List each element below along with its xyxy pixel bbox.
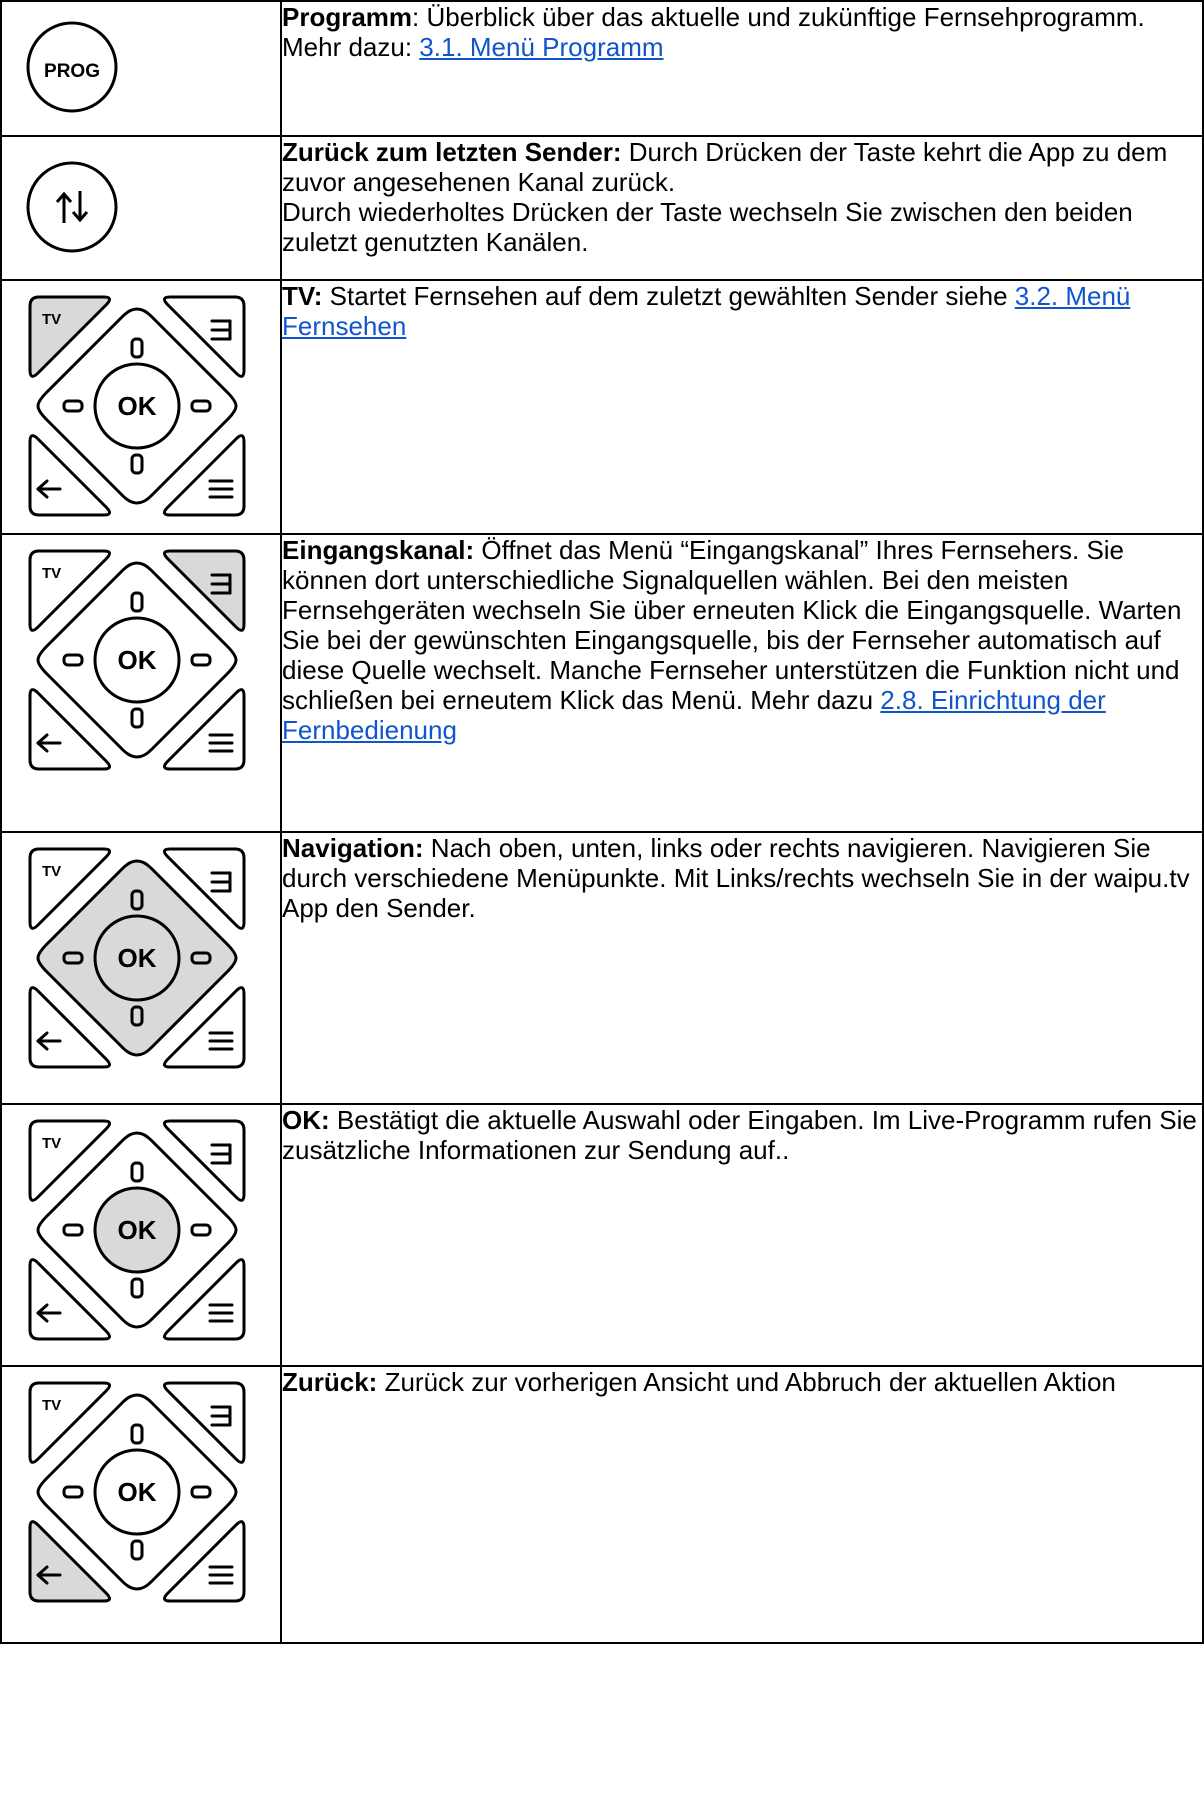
description-cell [281, 832, 1203, 1104]
remote-control-icon [2, 281, 276, 531]
key-description: Zurück zur vorherigen Ansicht und Abbruch der aktuellen Aktion [377, 1367, 1116, 1397]
tv-key [30, 1121, 110, 1200]
ok-label: OK [117, 391, 157, 421]
table-row [1, 280, 1203, 534]
tv-label: TV [42, 565, 62, 582]
key-term: Navigation: [282, 833, 424, 863]
table-row [1, 1366, 1203, 1643]
icon-cell [1, 1366, 281, 1643]
tv-key [30, 551, 110, 630]
key-description: Startet Fernsehen auf dem zuletzt gewählten Sender siehe [322, 281, 1015, 311]
table-row [1, 832, 1203, 1104]
key-description: Öffnet das Menü “Eingangskanal” Ihres Fernsehers. Sie können dort unterschiedliche Signalquellen wählen. Bei den meisten Fernsehgeräten wechseln Sie über erneuten Klick die Eingangsquelle. Warten Sie bei der gewünschten Eingangsquelle, bis der Fernseher automatisch auf diese Quelle wechselt. Manche Fernseher unterstützen die Funktion nicht und schließen bei erneutem Klick das Menü. Mehr dazu [282, 535, 1182, 715]
input-key [164, 297, 244, 376]
description-cell [281, 534, 1203, 832]
key-term-suffix: : [412, 2, 420, 32]
description-cell [281, 1104, 1203, 1366]
icon-cell [1, 1104, 281, 1366]
back-key [30, 1260, 110, 1339]
key-description: Durch Drücken der Taste kehrt die App zu dem zuvor angesehenen Kanal zurück. [282, 137, 1168, 197]
ok-label: OK [117, 645, 157, 675]
prog-label: PROG [44, 61, 100, 82]
menu-key [164, 690, 244, 769]
remote-control-icon [2, 535, 276, 785]
table-row [1, 1104, 1203, 1366]
key-term: Programm [282, 2, 413, 32]
back-key [30, 436, 110, 515]
tv-key [30, 1383, 110, 1462]
key-term: Eingangskanal: [282, 535, 475, 565]
key-term: OK: [282, 1105, 330, 1135]
tv-label: TV [42, 1397, 62, 1414]
ok-label: OK [117, 1215, 157, 1245]
input-key [164, 551, 244, 630]
key-description: Überblick über das aktuelle und zukünftige Fernsehprogramm. Mehr dazu: [282, 2, 1145, 62]
table-row [1, 534, 1203, 832]
key-description: Bestätigt die aktuelle Auswahl oder Eingaben. Im Live-Programm rufen Sie zusätzliche Informationen zur Sendung auf.. [282, 1105, 1197, 1165]
key-description-extra: Durch wiederholtes Drücken der Taste wechseln Sie zwischen den beiden zuletzt genutzten Kanälen. [282, 197, 1133, 257]
last-channel-button-icon [2, 137, 276, 277]
link-menu-programm[interactable]: 3.1. Menü Programm [419, 32, 664, 62]
description-cell [281, 136, 1203, 280]
ok-label: OK [117, 943, 157, 973]
icon-cell [1, 534, 281, 832]
menu-key [164, 1522, 244, 1601]
ok-label: OK [117, 1477, 157, 1507]
back-key [30, 1522, 110, 1601]
remote-control-icon [2, 1105, 276, 1355]
tv-label: TV [42, 311, 62, 328]
menu-key [164, 436, 244, 515]
back-key [30, 690, 110, 769]
remote-control-icon [2, 833, 276, 1083]
prog-button-icon [2, 2, 276, 133]
tv-key [30, 297, 110, 376]
remote-control-icon [2, 1367, 276, 1617]
link-menu-fernsehen[interactable]: 3.2. Menü Fernsehen [282, 281, 1131, 341]
key-term: Zurück: [282, 1367, 378, 1397]
table-row [1, 1, 1203, 136]
description-cell [281, 1, 1203, 136]
icon-cell [1, 136, 281, 280]
menu-key [164, 1260, 244, 1339]
input-key [164, 1121, 244, 1200]
key-term: Zurück zum letzten Sender: [282, 137, 622, 167]
tv-label: TV [42, 863, 62, 880]
tv-label: TV [42, 1135, 62, 1152]
icon-cell [1, 832, 281, 1104]
table-row [1, 136, 1203, 280]
key-description: Nach oben, unten, links oder rechts navigieren. Navigieren Sie durch verschiedene Menüpunkte. Mit Links/rechts wechseln Sie in der waipu.tv App den Sender. [282, 833, 1190, 923]
icon-cell [1, 280, 281, 534]
input-key [164, 1383, 244, 1462]
key-term: TV: [282, 281, 323, 311]
link-einrichtung-fernbedienung[interactable]: 2.8. Einrichtung der Fernbedienung [282, 685, 1106, 745]
description-cell [281, 1366, 1203, 1643]
icon-cell [1, 1, 281, 136]
description-cell [281, 280, 1203, 534]
